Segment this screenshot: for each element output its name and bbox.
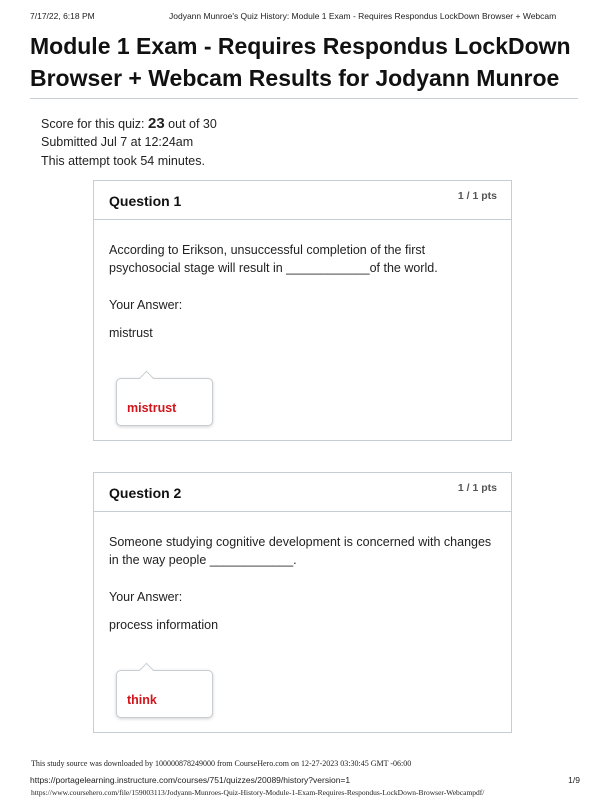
question-name: Question 1: [109, 193, 182, 209]
your-answer-value: mistrust: [109, 326, 153, 340]
coursehero-url-link[interactable]: https://www.coursehero.com/file/159003113/Jodyann-Munroes-Quiz-History-Module-1-Exam-Requires-Respondus-LockDown-Browser-Webcampdf/: [31, 788, 485, 797]
correct-answer-text: think: [127, 693, 157, 707]
duration-line: This attempt took 54 minutes.: [41, 154, 205, 168]
score-suffix: out of 30: [168, 117, 217, 131]
correct-answer-bubble: [116, 378, 213, 426]
question-text: Someone studying cognitive development is concerned with changes in the way people ____________.: [109, 535, 492, 567]
question-points: 1 / 1 pts: [457, 482, 497, 494]
submitted-line: Submitted Jul 7 at 12:24am: [41, 135, 194, 149]
print-title: Jodyann Munroe's Quiz History: Module 1 Exam - Requires Respondus LockDown Browser + Webcam: [169, 11, 557, 21]
question-card-2: [93, 472, 512, 733]
question-header: [94, 181, 511, 220]
score-label: Score for this quiz:: [41, 117, 145, 131]
score-line: [41, 114, 217, 133]
bubble-caret: [139, 663, 155, 679]
correct-answer-text: mistrust: [127, 401, 177, 415]
print-date: 7/17/22, 6:18 PM: [30, 11, 95, 21]
your-answer-label: Your Answer:: [109, 590, 183, 604]
question-name: Question 2: [109, 485, 182, 501]
source-note: This study source was downloaded by 100000878249000 from CourseHero.com on 12-27-2023 03:30:45 GMT -06:00: [31, 759, 412, 768]
your-answer-value: process information: [109, 618, 219, 632]
question-card-1: [93, 180, 512, 441]
footer-url-link[interactable]: https://portagelearning.instructure.com/courses/751/quizzes/20089/history?version=1: [30, 775, 351, 785]
page-number: 1/9: [568, 775, 580, 785]
score-value: 23: [148, 115, 165, 132]
page-title: Module 1 Exam - Requires Respondus LockDown Browser + Webcam Results for Jodyann Munroe: [30, 33, 571, 91]
question-points: 1 / 1 pts: [457, 190, 497, 202]
quiz-summary: [41, 114, 217, 171]
correct-answer-bubble: [116, 670, 213, 718]
your-answer-label: Your Answer:: [109, 298, 183, 312]
question-header: [94, 473, 511, 512]
bubble-caret: [139, 371, 155, 387]
question-text: According to Erikson, unsuccessful completion of the first psychosocial stage will result in ____________of the world.: [109, 243, 438, 275]
title-divider: [30, 98, 578, 99]
